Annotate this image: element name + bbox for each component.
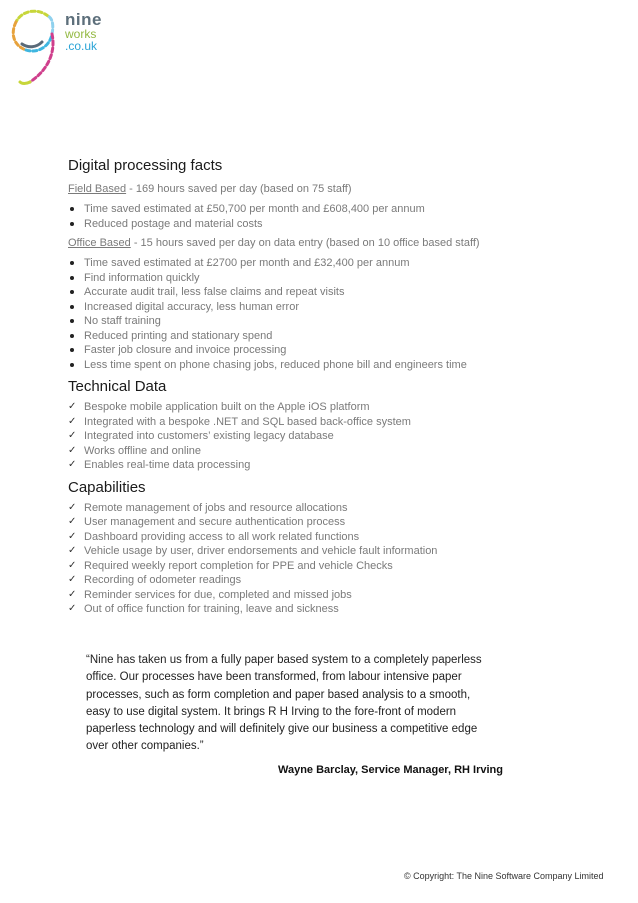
list-item: Increased digital accuracy, less human error	[68, 300, 588, 315]
list-item: Time saved estimated at £2700 per month and £32,400 per annum	[68, 256, 588, 271]
capabilities-list	[68, 501, 588, 617]
checklist-item: ✓ Recording of odometer readings	[68, 573, 588, 588]
heading-technical-data: Technical Data	[68, 378, 167, 395]
office-based-label: Office Based	[68, 237, 131, 249]
office-based-text: - 15 hours saved per day on data entry (based on 10 office based staff)	[130, 237, 480, 249]
quote-line: office. Our processes have been transformed, from labour intensive paper	[86, 671, 462, 684]
field-based-intro	[68, 182, 588, 196]
checklist-item: ✓ User management and secure authentication process	[68, 515, 588, 530]
office-based-list	[68, 256, 588, 372]
logo-line-2: works	[65, 27, 97, 41]
checklist-item: ✓ Reminder services for due, completed and missed jobs	[68, 588, 588, 603]
checklist-item: ✓ Dashboard providing access to all work related functions	[68, 530, 588, 545]
main-content	[68, 156, 588, 622]
checklist-item: ✓ Works offline and online	[68, 444, 588, 459]
checklist-item: ✓ Vehicle usage by user, driver endorsements and vehicle fault information	[68, 544, 588, 559]
quote-line: paperless technology and will definitely give our business a competitive edge	[86, 723, 478, 736]
list-item: Faster job closure and invoice processing	[68, 343, 588, 358]
field-based-text: - 169 hours saved per day (based on 75 staff)	[126, 183, 352, 195]
quote-attribution: Wayne Barclay, Service Manager, RH Irving	[278, 764, 503, 776]
testimonial-quote	[86, 652, 536, 756]
quote-line: processes, such as form completion and paper based analysis to a smooth,	[86, 688, 471, 701]
technical-data-list	[68, 400, 588, 473]
checklist-item: ✓ Remote management of jobs and resource allocations	[68, 501, 588, 516]
logo-line-1: nine	[65, 10, 102, 29]
heading-capabilities: Capabilities	[68, 478, 146, 496]
ninewords-logo	[8, 6, 102, 86]
checklist-item: ✓ Integrated into customers’ existing legacy database	[68, 429, 588, 444]
checklist-item: ✓ Integrated with a bespoke .NET and SQL based back-office system	[68, 415, 588, 430]
checklist-item: ✓ Bespoke mobile application built on the Apple iOS platform	[68, 400, 588, 415]
heading-digital-processing: Digital processing facts	[68, 157, 223, 174]
list-item: Accurate audit trail, less false claims and repeat visits	[68, 285, 588, 300]
office-based-intro	[68, 236, 588, 250]
quote-line: over other companies.”	[86, 740, 204, 753]
field-based-list	[68, 202, 588, 231]
logo-line-3: .co.uk	[65, 39, 98, 53]
list-item: No staff training	[68, 314, 588, 329]
nine-swirl-logo-icon	[8, 6, 68, 86]
logo-wordmark	[65, 10, 102, 53]
copyright-notice: © Copyright: The Nine Software Company Limited	[404, 871, 604, 881]
list-item: Reduced printing and stationary spend	[68, 329, 588, 344]
list-item: Find information quickly	[68, 271, 588, 286]
field-based-label: Field Based	[68, 183, 127, 195]
checklist-item: ✓ Enables real-time data processing	[68, 458, 588, 473]
quote-line: easy to use digital system. It brings R H Irving to the fore-front of modern	[86, 705, 457, 718]
list-item: Less time spent on phone chasing jobs, reduced phone bill and engineers time	[68, 358, 588, 373]
checklist-item: ✓ Out of office function for training, leave and sickness	[68, 602, 588, 617]
checklist-item: ✓ Required weekly report completion for PPE and vehicle Checks	[68, 559, 588, 574]
list-item: Time saved estimated at £50,700 per month and £608,400 per annum	[68, 202, 588, 217]
quote-line: “Nine has taken us from a fully paper based system to a completely paperless	[86, 654, 482, 666]
list-item: Reduced postage and material costs	[68, 217, 588, 232]
